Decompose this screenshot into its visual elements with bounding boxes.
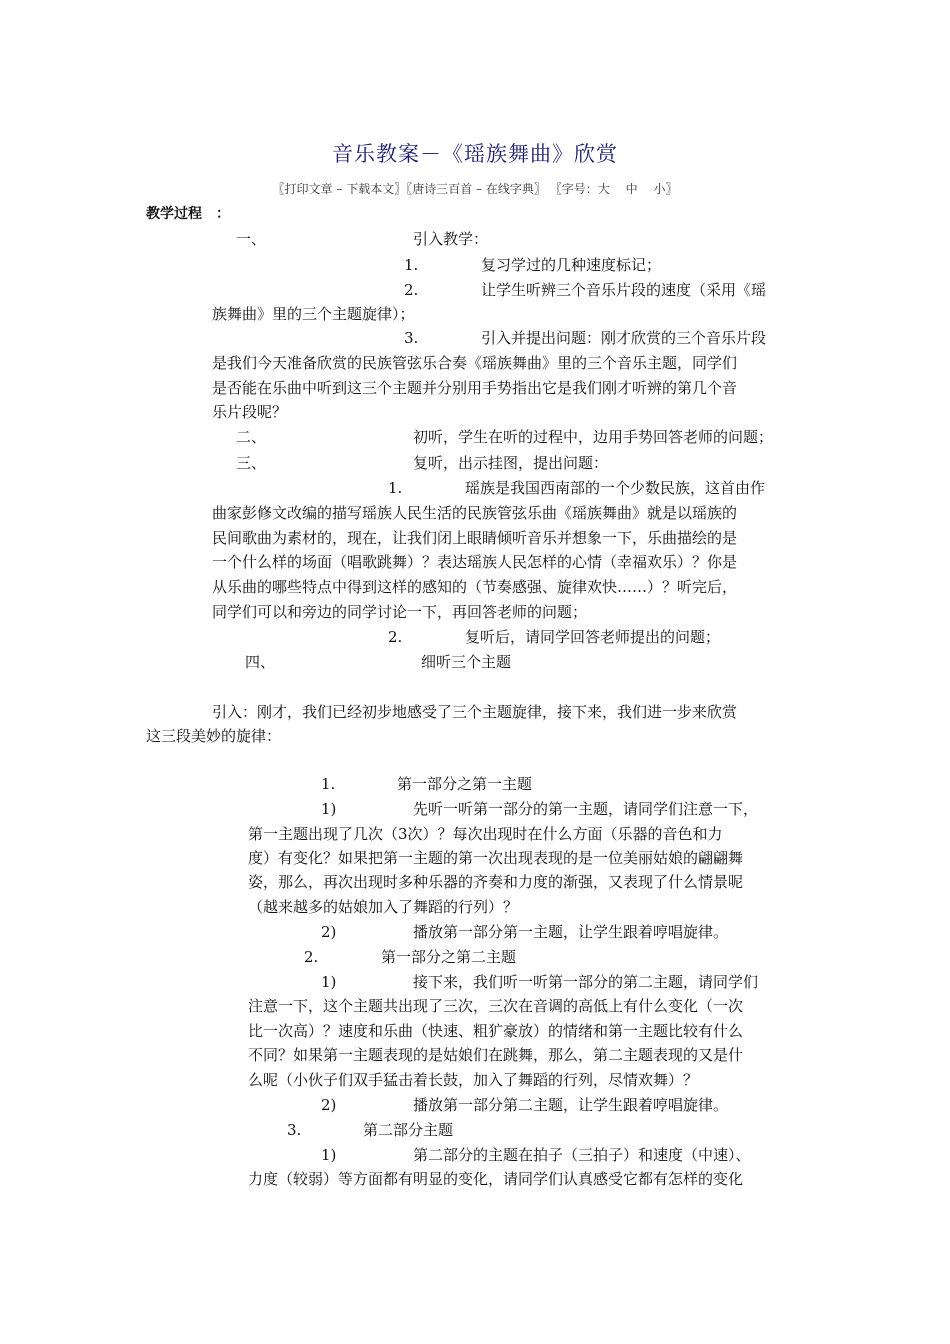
text-line: 比一次高）？速度和乐曲（快速、粗犷豪放）的情绪和第一主题比较有什么: [248, 1022, 744, 1040]
text-line: 引入并提出问题：刚才欣赏的三个音乐片段: [481, 329, 767, 347]
text-line: 度）有变化？如果把第一主题的第一次出现表现的是一位美丽姑娘的翩翩舞: [248, 849, 744, 867]
text-line: 3.: [287, 1121, 302, 1139]
bracket: 〖: [545, 182, 562, 196]
text-line: 一、: [236, 230, 267, 248]
text-line: （越来越多的姑娘加入了舞蹈的行列）？: [248, 898, 519, 916]
text-line: 1): [321, 973, 337, 991]
text-line: 2): [321, 923, 337, 941]
text-line: 姿，那么，再次出现时多种乐器的齐奏和力度的渐强，又表现了什么情景呢: [248, 873, 744, 891]
font-size-large-link[interactable]: 大: [597, 182, 610, 196]
separator: –: [472, 182, 486, 196]
print-article-link[interactable]: 打印文章: [284, 182, 333, 196]
text-line: 二、: [236, 428, 267, 446]
text-line: 从乐曲的哪些特点中得到这样的感知的（节奏感强、旋律欢快……）？听完后，: [212, 578, 738, 596]
text-line: 让学生听辨三个音乐片段的速度（采用《瑶: [481, 281, 767, 299]
text-line: 2.: [304, 948, 319, 966]
text-line: 复听，出示挂图，提出问题：: [413, 454, 609, 472]
bracket: 〗: [665, 182, 678, 196]
bracket: 〗〖: [394, 182, 413, 196]
text-line: 三、: [236, 454, 267, 472]
text-line: 同学们可以和旁边的同学讨论一下，再回答老师的问题；: [212, 603, 588, 621]
text-line: 细听三个主题: [421, 653, 512, 671]
font-size-medium-link[interactable]: 中: [625, 182, 638, 196]
text-line: 是我们今天准备欣赏的民族管弦乐合奏《瑶族舞曲》里的三个音乐主题，同学们: [212, 354, 738, 372]
text-line: 是否能在乐曲中听到这三个主题并分别用手势指出它是我们刚才听辨的第几个音: [212, 379, 738, 397]
text-line: 3.: [404, 329, 419, 347]
text-line: 瑶族是我国西南部的一个少数民族，这首由作: [465, 479, 766, 497]
text-line: 力度（较弱）等方面都有明显的变化，请同学们认真感受它都有怎样的变化: [248, 1170, 744, 1188]
text-line: 引入：刚才，我们已经初步地感受了三个主题旋律，接下来，我们进一步来欣赏: [212, 703, 738, 721]
section-heading: 教学过程 ：: [146, 206, 230, 222]
text-line: 么呢（小伙子们双手猛击着长鼓，加入了舞蹈的行列，尽情欢舞）？: [248, 1071, 699, 1089]
text-line: 先听一听第一部分的第一主题，请同学们注意一下，: [413, 800, 759, 818]
separator: –: [332, 182, 347, 196]
font-size-small-link[interactable]: 小: [653, 182, 666, 196]
text-line: 一个什么样的场面（唱歌跳舞）？表达瑶族人民怎样的心情（幸福欢乐）？你是: [212, 553, 738, 571]
font-size-label: 字号：: [561, 182, 598, 196]
download-article-link[interactable]: 下载本文: [346, 182, 395, 196]
text-line: 乐片段呢？: [212, 403, 288, 421]
text-line: 2.: [388, 628, 403, 646]
online-dictionary-link[interactable]: 在线字典: [485, 182, 534, 196]
tang-poems-link[interactable]: 唐诗三百首: [412, 182, 473, 196]
text-line: 接下来，我们听一听第一部分的第二主题，请同学们: [413, 973, 759, 991]
text-line: 1.: [404, 256, 419, 274]
text-line: 复听后，请同学回答老师提出的问题；: [465, 628, 721, 646]
page-title: 音乐教案－《瑶族舞曲》欣赏: [332, 142, 618, 166]
article-toolbar: [0, 180, 950, 197]
text-line: 初听，学生在听的过程中，边用手势回答老师的问题；: [413, 428, 774, 446]
text-line: 曲家彭修文改编的描写瑶族人民生活的民族管弦乐曲《瑶族舞曲》就是以瑶族的: [212, 504, 738, 522]
bracket: 〖: [272, 182, 285, 196]
text-line: 这三段美妙的旋律：: [146, 727, 282, 745]
text-line: 四、: [245, 653, 276, 671]
text-line: 播放第一部分第二主题，让学生跟着哼唱旋律。: [413, 1096, 729, 1114]
text-line: 民间歌曲为素材的，现在，让我们闭上眼睛倾听音乐并想象一下，乐曲描绘的是: [212, 529, 738, 547]
text-line: 1): [321, 800, 337, 818]
text-line: 第二部分的主题在拍子（三拍子）和速度（中速）、: [413, 1146, 751, 1164]
text-line: 2.: [404, 281, 419, 299]
text-line: 族舞曲》里的三个主题旋律）；: [212, 305, 415, 323]
text-line: 第一部分之第二主题: [381, 948, 517, 966]
text-line: 复习学过的几种速度标记；: [481, 256, 662, 274]
text-line: 播放第一部分第一主题，让学生跟着哼唱旋律。: [413, 923, 729, 941]
text-line: 1.: [321, 775, 336, 793]
bracket: 〗: [533, 182, 546, 196]
text-line: 2): [321, 1096, 337, 1114]
text-line: 注意一下，这个主题共出现了三次，三次在音调的高低上有什么变化（一次: [248, 997, 744, 1015]
text-line: 引入教学：: [413, 230, 489, 248]
text-line: 第一部分之第一主题: [397, 775, 533, 793]
text-line: 第一主题出现了几次（3次）？每次出现时在什么方面（乐器的音色和力: [248, 825, 723, 843]
text-line: 第二部分主题: [363, 1121, 454, 1139]
text-line: 不同？如果第一主题表现的是姑娘们在跳舞，那么，第二主题表现的又是什: [248, 1046, 744, 1064]
text-line: 1.: [388, 479, 403, 497]
text-line: 1): [321, 1146, 337, 1164]
